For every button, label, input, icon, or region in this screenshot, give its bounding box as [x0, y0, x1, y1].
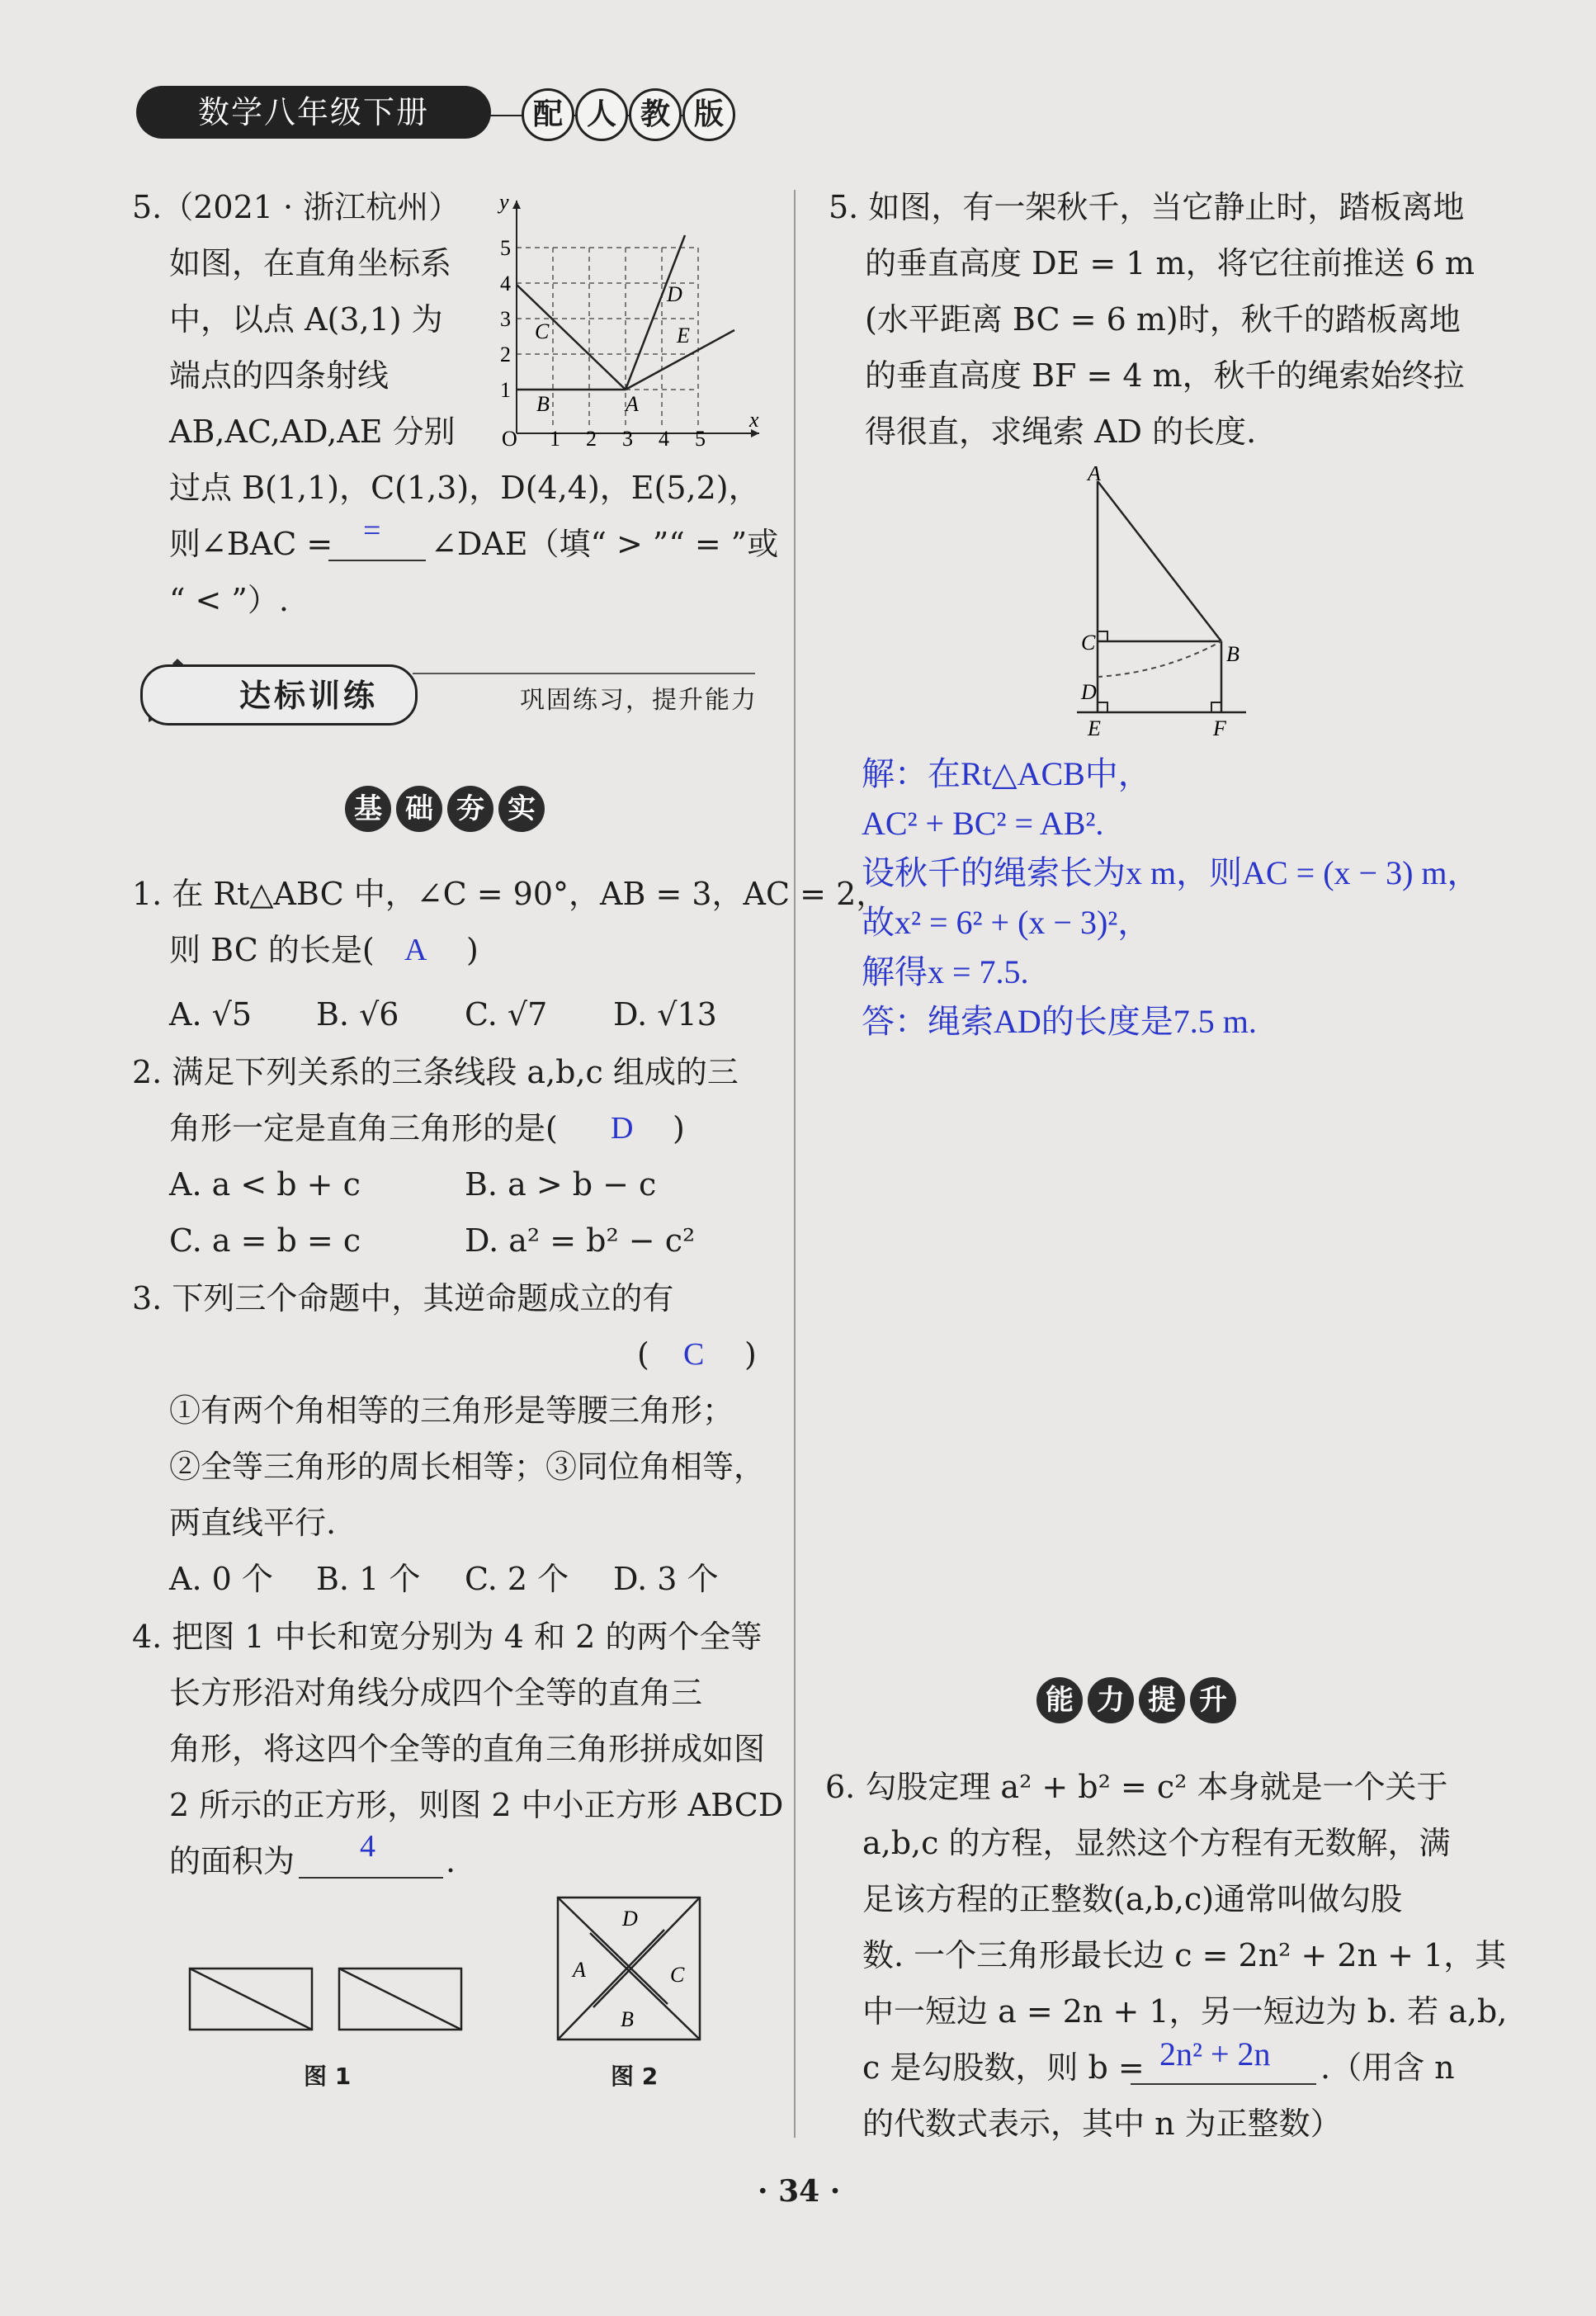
solution-line-6: 答：绳索AD的长度是7.5 m. [862, 1003, 1257, 1040]
coord-point-b: B [536, 392, 550, 416]
coord-tick-4: 4 [659, 427, 669, 450]
coord-ytick-3: 3 [500, 307, 511, 331]
swing-label-f: F [1213, 716, 1226, 739]
r-q6-line-7: .（用含 n [1320, 2049, 1455, 2086]
r-q6-line-8: 的代数式表示，其中 n 为正整数） [862, 2106, 1342, 2142]
r-q5-line-3: (水平距离 BC = 6 m)时，秋千的踏板离地 [865, 301, 1461, 338]
figure-2 [555, 1894, 705, 2044]
badge2-char-2: 力 [1088, 1677, 1134, 1723]
l-q3-line-4: ②全等三角形的周长相等；③同位角相等， [169, 1449, 766, 1485]
r-q5-line-1: 5. 如图，有一架秋千，当它静止时，踏板离地 [829, 189, 1465, 225]
r-q5-line-4: 的垂直高度 BF = 4 m，秋千的绳索始终拉 [865, 357, 1465, 394]
coord-point-c: C [535, 319, 550, 343]
coord-ytick-4: 4 [500, 272, 511, 295]
edition-char-2: 人 [575, 88, 628, 141]
l-q3-line-5: 两直线平行. [169, 1505, 337, 1541]
square-label-d: D [622, 1907, 638, 1931]
badge-char-4: 实 [498, 786, 545, 832]
swing-figure [1073, 466, 1263, 739]
l-q4-line-4: 2 所示的正方形，则图 2 中小正方形 ABCD [169, 1787, 784, 1823]
l-q1-option-d: D. √13 [613, 996, 717, 1033]
l-q5-line-2: 如图，在直角坐标系 [169, 245, 452, 281]
l-q3-paren-open: ( [637, 1336, 649, 1373]
badge2-char-1: 能 [1036, 1677, 1083, 1723]
l-q4-answer: 4 [360, 1829, 375, 1864]
coord-label-y: y [499, 194, 509, 214]
l-q5-line-6: 过点 B(1,1)，C(1,3)，D(4,4)，E(5,2)， [169, 470, 760, 506]
coord-label-x: x [749, 408, 759, 432]
edition-char-4: 版 [682, 88, 735, 141]
solution-line-1: 解：在Rt△ACB中， [862, 755, 1151, 792]
coord-tick-2: 2 [586, 427, 597, 450]
section-title: 达标训练 [239, 678, 379, 714]
coord-tick-5: 5 [695, 427, 706, 450]
l-q2-option-b: B. a > b − c [465, 1166, 657, 1203]
r-q6-line-3: 足该方程的正整数(a,b,c)通常叫做勾股 [862, 1881, 1403, 1917]
r-q5-line-5: 得很直，求绳索 AD 的长度. [865, 414, 1257, 450]
l-q4-line-2: 长方形沿对角线分成四个全等的直角三 [169, 1675, 703, 1711]
l-q3-option-b: B. 1 个 [316, 1561, 421, 1597]
l-q4-line-5: 的面积为 [169, 1843, 295, 1879]
l-q1-option-a: A. √5 [169, 996, 252, 1033]
solution-line-4: 故x² = 6² + (x − 3)²， [862, 904, 1151, 941]
l-q1-line-2: 则 BC 的长是( [169, 932, 375, 968]
solution-line-2: AC² + BC² = AB². [862, 805, 1104, 842]
solution-line-5: 解得x = 7.5. [862, 953, 1029, 990]
l-q3-paren-close: ) [744, 1336, 757, 1373]
square-label-c: C [670, 1963, 685, 1987]
l-q3-option-a: A. 0 个 [169, 1561, 273, 1597]
l-q5-line-1: 5.（2021 · 浙江杭州） [132, 189, 460, 225]
l-q3-line-3: ①有两个角相等的三角形是等腰三角形； [169, 1392, 734, 1429]
l-q1-option-b: B. √6 [316, 996, 399, 1033]
l-q5-line-4: 端点的四条射线 [169, 357, 390, 394]
badge2-char-3: 提 [1139, 1677, 1185, 1723]
r-q6-line-4: 数. 一个三角形最长边 c = 2n² + 2n + 1，其 [862, 1937, 1507, 1973]
l-q1-option-c: C. √7 [465, 996, 548, 1033]
r-q5-line-2: 的垂直高度 DE = 1 m，将它往前推送 6 m [865, 245, 1475, 281]
coord-ytick-1: 1 [500, 378, 511, 402]
l-q2-option-d: D. a² = b² − c² [465, 1222, 696, 1259]
l-q2-answer: D [611, 1111, 634, 1146]
l-q2-paren-close: ) [673, 1110, 685, 1146]
l-q5-line-5: AB,AC,AD,AE 分别 [169, 414, 456, 450]
l-q3-line-1: 3. 下列三个命题中，其逆命题成立的有 [132, 1280, 674, 1316]
coord-ytick-5: 5 [500, 236, 511, 260]
swing-label-a: A [1088, 466, 1101, 485]
section-slogan: 巩固练习，提升能力 [520, 686, 758, 715]
figure-1 [186, 1964, 466, 2039]
l-q1-answer: A [404, 933, 427, 967]
r-q6-line-6: c 是勾股数，则 b = [862, 2049, 1145, 2086]
coord-ytick-2: 2 [500, 343, 511, 366]
r-q6-line-5: 中一短边 a = 2n + 1，另一短边为 b. 若 a,b, [862, 1993, 1508, 2030]
l-q5-line-7: 则∠BAC = [169, 526, 333, 562]
l-q3-option-c: C. 2 个 [465, 1561, 569, 1597]
coord-point-e: E [677, 324, 690, 347]
l-q1-paren-close: ) [466, 932, 479, 968]
l-q3-option-d: D. 3 个 [613, 1561, 719, 1597]
section-rule [413, 673, 755, 674]
coord-tick-3: 3 [622, 427, 633, 450]
l-q4-line-6: . [446, 1843, 456, 1879]
coord-point-d: D [667, 282, 682, 306]
column-divider [794, 190, 796, 2138]
r-q6-line-1: 6. 勾股定理 a² + b² = c² 本身就是一个关于 [825, 1769, 1448, 1805]
book-title: 数学八年级下册 [136, 86, 491, 139]
l-q5-line-9: “ < ”）. [169, 582, 289, 618]
l-q2-option-a: A. a < b + c [169, 1166, 361, 1203]
badge2-char-4: 升 [1190, 1677, 1236, 1723]
l-q1-line-1: 1. 在 Rt△ABC 中，∠C = 90°，AB = 3，AC = 2， [132, 876, 888, 912]
l-q4-line-1: 4. 把图 1 中长和宽分别为 4 和 2 的两个全等 [132, 1619, 763, 1655]
swing-label-e: E [1088, 716, 1101, 739]
square-label-b: B [621, 2007, 634, 2031]
coord-tick-1: 1 [550, 427, 560, 450]
edition-char-3: 教 [629, 88, 682, 141]
square-label-a: A [573, 1958, 586, 1982]
swing-label-d: D [1081, 680, 1097, 704]
l-q5-answer: = [363, 513, 381, 548]
swing-label-c: C [1081, 631, 1096, 655]
edition-char-1: 配 [522, 88, 574, 141]
figure-2-caption: 图 2 [611, 2063, 659, 2090]
l-q3-answer: C [683, 1337, 705, 1372]
l-q2-option-c: C. a = b = c [169, 1222, 361, 1259]
swing-label-b: B [1226, 642, 1239, 666]
figure-1-caption: 图 1 [304, 2063, 352, 2090]
badge-char-1: 基 [345, 786, 391, 832]
solution-line-3: 设秋千的绳索长为x m，则AC = (x − 3) m， [862, 854, 1480, 891]
coord-label-origin: O [502, 427, 517, 450]
coord-point-a: A [626, 392, 639, 416]
l-q5-line-8: ∠DAE（填“ > ”“ = ”或 [431, 526, 779, 562]
l-q4-line-3: 角形，将这四个全等的直角三角形拼成如图 [169, 1731, 766, 1767]
r-q6-answer: 2n² + 2n [1159, 2035, 1271, 2073]
badge-char-2: 础 [396, 786, 442, 832]
r-q6-line-2: a,b,c 的方程，显然这个方程有无数解，满 [862, 1825, 1451, 1861]
coordinate-figure [487, 194, 767, 450]
l-q2-line-2: 角形一定是直角三角形的是( [169, 1110, 558, 1146]
l-q2-line-1: 2. 满足下列关系的三条线段 a,b,c 组成的三 [132, 1054, 739, 1090]
badge-char-3: 夯 [447, 786, 493, 832]
l-q5-line-3: 中，以点 A(3,1) 为 [169, 301, 443, 338]
page-number: · 34 · [758, 2174, 841, 2209]
